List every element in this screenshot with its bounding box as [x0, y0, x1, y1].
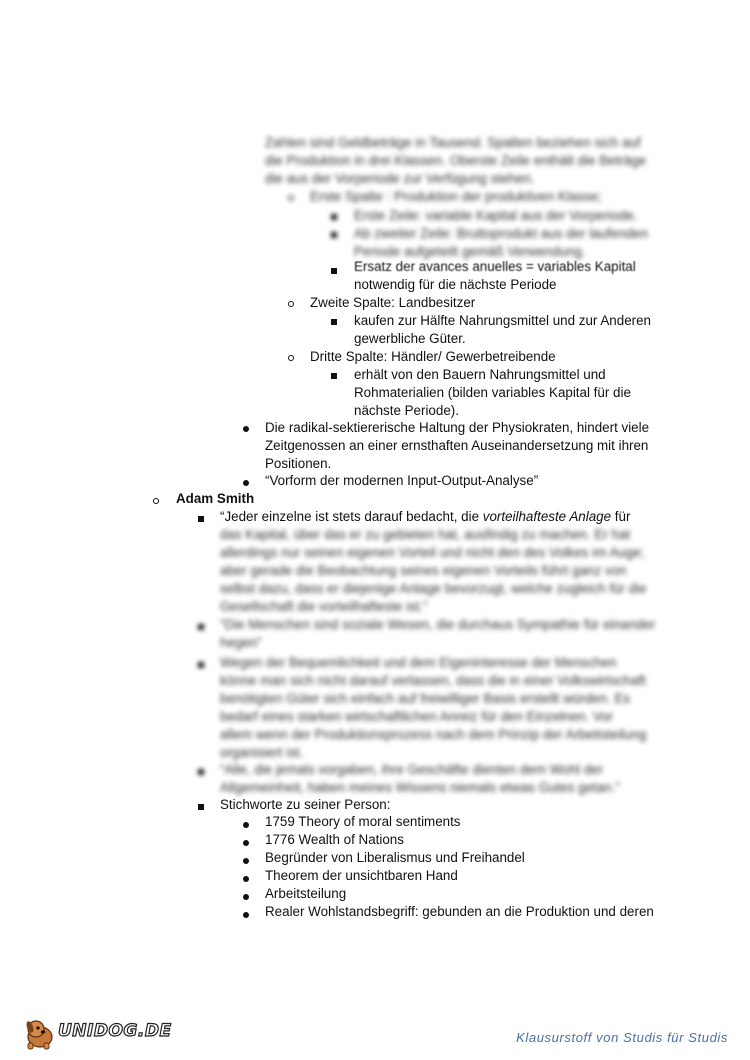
keyword-item: Arbeitsteilung [265, 886, 347, 901]
keyword-item: 1759 Theory of moral sentiments [265, 814, 461, 829]
square-bullet-icon [198, 797, 204, 815]
quote-first-line [220, 508, 630, 526]
blurred-text-line: Erste Spalte : Produktion der produktiven Klasse; [310, 189, 602, 204]
keyword-item: Begründer von Liberalismus und Freihandel [265, 850, 525, 865]
dot-bullet-icon [243, 905, 249, 923]
dot-bullet-icon [243, 833, 249, 851]
square-bullet-icon [331, 312, 337, 330]
dot-bullet-icon [243, 887, 249, 905]
stichworte-heading: Stichworte zu seiner Person: [220, 797, 391, 812]
footer-tagline: Klausurstoff von Studis für Studis [516, 1030, 728, 1045]
blurred-text-line: Allgemeinheit, haben meines Wissens niemals etwas Gutes getan.” [220, 780, 620, 795]
square-bullet-icon [198, 655, 204, 673]
blurred-text-line: das Kapital, über das er zu gebieten hat, ausfindig zu machen. Er hat [220, 527, 631, 542]
quote-end: für [611, 509, 631, 524]
square-bullet-icon [198, 762, 204, 780]
circle-bullet-icon [153, 491, 159, 509]
circle-bullet-icon [288, 348, 294, 366]
blurred-text-line: benötigten Güter sich einfach auf freiwilliger Basis erstellt würden. Es [220, 691, 631, 706]
blurred-text-line: könne man sich nicht darauf verlassen, dass die in einer Volkswirtschaft [220, 673, 646, 688]
dot-bullet-icon [243, 815, 249, 833]
zweite-spalte-item: Zweite Spalte: Landbesitzer [310, 295, 476, 310]
blurred-text-line: allem wenn der Produktionsprozess nach dem Prinzip der Arbeitsteilung [220, 727, 647, 742]
blurred-text-line: Erste Zeile: variable Kapital aus der Vorperiode. [354, 208, 638, 223]
ersatz-line: notwendig für die nächste Periode [354, 277, 557, 292]
blurred-text-line: aber gerade die Beobachtung seines eigenen Vorteils führt ganz von [220, 563, 627, 578]
dot-bullet-icon [243, 869, 249, 887]
circle-bullet-icon [288, 294, 294, 312]
square-bullet-icon [198, 509, 204, 527]
logo-text: UNIDOG.DE [58, 1021, 172, 1041]
square-bullet-icon [331, 366, 337, 384]
unidog-logo[interactable] [22, 1015, 172, 1051]
dritte-spalte-detail: nächste Periode). [354, 403, 459, 418]
keyword-item: Realer Wohlstandsbegriff: gebunden an die Produktion und deren [265, 904, 654, 919]
dot-bullet-icon [243, 851, 249, 869]
blurred-text-line: Zahlen sind Geldbeträge in Tausend. Spalten beziehen sich auf [265, 135, 641, 150]
blurred-text-line: Ab zweiter Zeile: Bruttoprodukt aus der laufenden [354, 226, 649, 241]
dog-mascot-icon [22, 1015, 62, 1051]
dritte-spalte-detail: erhält von den Bauern Nahrungsmittel und [354, 367, 606, 382]
blurred-text-line: Periode aufgeteilt gemäß Verwendung. [354, 244, 586, 259]
dritte-spalte-item: Dritte Spalte: Händler/ Gewerbetreibende [310, 349, 556, 364]
blurred-text-line: allerdings nur seinen eigenen Vorteil und nicht den des Volkes im Auge; [220, 545, 645, 560]
zweite-spalte-detail: kaufen zur Hälfte Nahrungsmittel und zur Anderen [354, 313, 651, 328]
dot-bullet-icon [243, 473, 249, 491]
vorform-text: “Vorform der modernen Input-Output-Analyse” [265, 473, 539, 488]
quote-italic: vorteilhafteste Anlage [482, 509, 612, 524]
square-bullet-icon [331, 261, 337, 279]
square-bullet-icon [331, 207, 337, 225]
blurred-text-line: selbst dazu, dass er diejenige Anlage bevorzugt, welche zugleich für die [220, 581, 647, 596]
blurred-text-line: Wegen der Bequemlichkeit und dem Eigeninteresse der Menschen [220, 655, 617, 670]
zweite-spalte-detail: gewerbliche Güter. [354, 331, 466, 346]
blurred-text-line: Gesellschaft die vorteilhafteste ist.” [220, 599, 428, 614]
square-bullet-icon [331, 225, 337, 243]
blurred-text-line: hegen” [220, 635, 262, 650]
blurred-text-line: organisiert ist. [220, 745, 304, 760]
blurred-text-line: bedarf eines starken wirtschaftlichen Anreiz für den Einzelnen. Vor [220, 709, 614, 724]
quote-start: “Jeder einzelne ist stets darauf bedacht, die [220, 509, 483, 524]
keyword-item: Theorem der unsichtbaren Hand [265, 868, 458, 883]
circle-bullet-icon [288, 188, 294, 206]
blurred-text-line: die Produktion in drei Klassen. Oberste Zeile enthält die Beträge [265, 153, 647, 168]
adam-smith-heading: Adam Smith [176, 491, 255, 506]
radikal-text: Positionen. [265, 456, 332, 471]
radikal-text: Zeitgenossen an einer ernsthaften Auseinandersetzung mit ihren [265, 438, 649, 453]
dritte-spalte-detail: Rohmaterialien (bilden variables Kapital für die [354, 385, 631, 400]
square-bullet-icon [198, 617, 204, 635]
blurred-text-line: “Alle, die jemals vorgaben, ihre Geschäfte dienten dem Wohl der [220, 762, 604, 777]
ersatz-line: Ersatz der avances anuelles = variables Kapital [354, 259, 636, 274]
blurred-text-line: “Die Menschen sind soziale Wesen, die durchaus Sympathie für einander [220, 617, 656, 632]
blurred-text-line: die aus der Vorperiode zur Verfügung stehen. [265, 171, 535, 186]
radikal-text: Die radikal-sektiererische Haltung der Physiokraten, hindert viele [265, 420, 650, 435]
keyword-item: 1776 Wealth of Nations [265, 832, 404, 847]
dot-bullet-icon [243, 419, 249, 437]
